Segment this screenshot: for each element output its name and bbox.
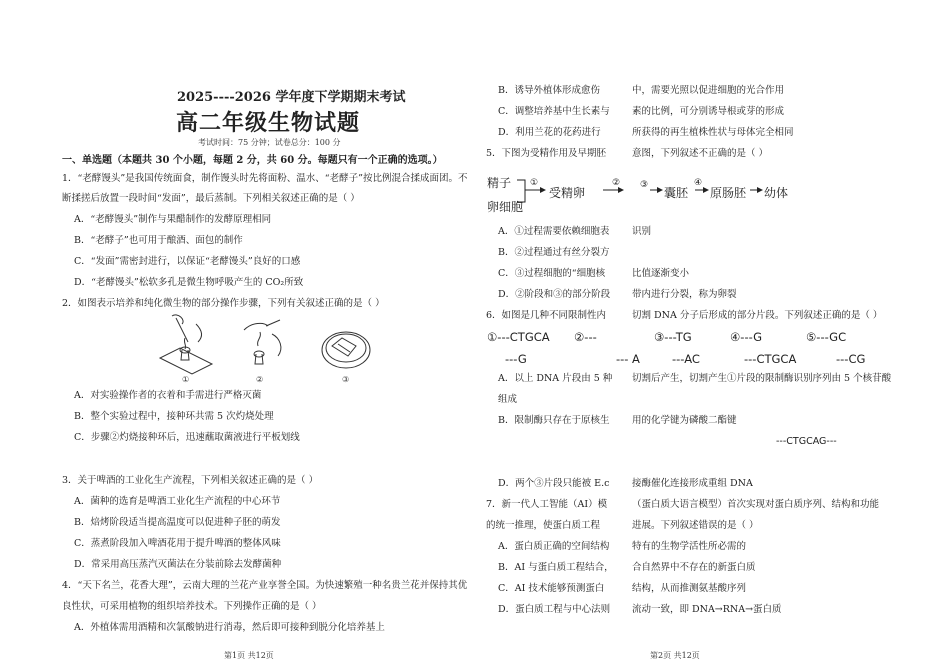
q7-option-b-left: B．AI 与蛋白质工程结合， <box>498 562 614 573</box>
step3-figure <box>322 332 370 368</box>
q3-option-a: A．菌种的选育是啤酒工业化生产流程的中心环节 <box>74 496 281 507</box>
q6-option-d-right: 接酶催化连接形成重组 DNA <box>632 478 753 489</box>
page-1-footer: 第1页 共12页 <box>224 651 274 660</box>
exam-year-title: 2025----2026 学年度下学期期末考试 <box>177 90 406 105</box>
q2-option-a: A．对实验操作者的衣着和手需进行严格灭菌 <box>74 390 262 401</box>
fragment-2-bottom: --- <box>616 352 629 366</box>
step2-figure <box>244 320 281 364</box>
q4-option-c-right: 素的比例，可分别诱导根或芽的形成 <box>632 106 785 117</box>
q2-stem: 2．如图表示培养和纯化微生物的部分操作步骤，下列有关叙述正确的是（ ） <box>62 298 385 309</box>
page-2-footer: 第2页 共12页 <box>650 651 700 660</box>
fragment-3-top: ③---TG <box>654 330 692 344</box>
q7-stem-right: （蛋白质大语言模型）首次实现对蛋白质序列、结构和功能 <box>632 499 880 510</box>
q4-option-d-right: 所获得的再生植株性状与母体完全相同 <box>632 127 794 138</box>
q5-option-a-left: A．①过程需要依赖细胞表 <box>498 226 610 237</box>
diagram-gastrula: 原肠胚 <box>710 186 747 200</box>
q6-option-d-left: D．两个③片段只能被 E.c <box>498 478 610 489</box>
q7-stem2-left: 的统一推理，使蛋白质工程 <box>486 520 601 531</box>
q1-option-c: C．“发面”需密封进行，以保证“老酵馒头”良好的口感 <box>74 256 301 267</box>
section-header: 一、单选题（本题共 30 个小题，每题 2 分，共 60 分。每题只有一个正确的选项。） <box>62 155 443 166</box>
exam-info: 考试时间：75 分钟；试卷总分：100 分 <box>198 138 341 147</box>
fragment-6-bottom: ---CG <box>836 352 866 366</box>
q7-option-c-left: C．AI 技术能够预测蛋白 <box>498 583 605 594</box>
q5-option-d-right: 带内进行分裂，称为卵裂 <box>632 289 737 300</box>
fragment-3-bottom: A <box>632 352 640 366</box>
q2-option-b: B．整个实验过程中，接种环共需 5 次灼烧处理 <box>74 411 274 422</box>
q4-option-b-right: 中，需要光照以促进细胞的光合作用 <box>632 85 785 96</box>
q7-option-c-right: 结构，从而推测氨基酸序列 <box>632 583 747 594</box>
fragment-1-bottom: ---G <box>505 352 527 366</box>
q7-option-a-left: A．蛋白质正确的空间结构 <box>498 541 610 552</box>
q1-option-b: B．“老酵子”也可用于酿酒、面包的制作 <box>74 235 243 246</box>
q5-stem-right: 意图，下列叙述不正确的是（ ） <box>632 148 769 159</box>
q6-sequence-example: ---CTGCAG--- <box>776 436 837 447</box>
label-step-2: ② <box>256 375 264 384</box>
q5-option-c-right: 比值逐渐变小 <box>632 268 690 279</box>
diagram-step-2: ② <box>612 178 621 188</box>
q6-option-a-left: A．以上 DNA 片段由 5 种 <box>498 373 613 384</box>
q5-stem-left: 5．下图为受精作用及早期胚 <box>486 148 607 159</box>
q1-option-d: D．“老酵馒头”松软多孔是微生物呼吸产生的 CO₂所致 <box>74 277 304 288</box>
q7-option-d-left: D．蛋白质工程与中心法则 <box>498 604 611 615</box>
step1-figure <box>160 315 212 374</box>
q3-option-d: D．常采用高压蒸汽灭菌法在分装前除去发酵菌种 <box>74 559 282 570</box>
q7-option-d-right: 流动一致，即 DNA→RNA→蛋白质 <box>632 604 782 615</box>
q7-option-b-right: 合自然界中不存在的新蛋白质 <box>632 562 756 573</box>
label-step-3: ③ <box>342 375 350 384</box>
diagram-step-4: ④ <box>694 178 703 188</box>
q4-option-a: A．外植体需用酒精和次氯酸钠进行消毒，然后即可接种到脱分化培养基上 <box>74 622 385 633</box>
q4-option-b-left: B．诱导外植体形成愈伤 <box>498 85 600 96</box>
lab-procedure-figure <box>152 312 382 384</box>
diagram-step-1: ① <box>530 178 539 188</box>
q7-stem-left: 7．新一代人工智能（AI）模 <box>486 499 608 510</box>
q4-option-c-left: C．调整培养基中生长素与 <box>498 106 610 117</box>
q5-option-a-right: 识别 <box>632 226 652 237</box>
q1-stem-line1: 1．“老酵馒头”是我国传统面食，制作馒头时先将面粉、温水、“老酵子”按比例混合揉成面团。不 <box>62 173 468 184</box>
diagram-egg: 卵细胞 <box>487 200 524 214</box>
fragment-2-top: ②--- <box>574 330 597 344</box>
q6-stem-left: 6．如图是几种不同限制性内 <box>486 310 607 321</box>
q1-option-a: A．“老酵馒头”制作与果醋制作的发酵原理相同 <box>74 214 272 225</box>
exam-main-title: 高二年级生物试题 <box>176 110 361 136</box>
q3-stem: 3．关于啤酒的工业化生产流程，下列相关叙述正确的是（ ） <box>62 475 319 486</box>
q2-option-c: C．步骤②灼烧接种环后，迅速蘸取菌液进行平板划线 <box>74 432 300 443</box>
diagram-step-3: ③ <box>640 180 649 190</box>
label-step-1: ① <box>182 375 190 384</box>
q6-option-b-right: 用的化学键为磷酸二酯键 <box>632 415 737 426</box>
q7-option-a-right: 特有的生物学活性所必需的 <box>632 541 747 552</box>
fragment-4-top: ④---G <box>730 330 763 344</box>
diagram-larva: 幼体 <box>764 186 789 200</box>
q6-stem-right: 切割 DNA 分子后形成的部分片段。下列叙述正确的是（ ） <box>632 310 883 321</box>
q3-option-b: B．焙烤阶段适当提高温度可以促进种子胚的萌发 <box>74 517 281 528</box>
q4-stem-line2: 良性状，可采用植物的组织培养技术。下列操作正确的是（ ） <box>62 601 322 612</box>
fragment-1-top: ①---CTGCA <box>487 330 550 344</box>
q6-option-a-cont: 组成 <box>498 394 518 405</box>
q3-option-c: C．蒸煮阶段加入啤酒花用于提升啤酒的整体风味 <box>74 538 281 549</box>
q5-option-b-left: B．②过程通过有丝分裂方 <box>498 247 610 258</box>
q4-stem-line1: 4．“天下名兰，花香大理”，云南大理的兰花产业享誉全国。为快速繁殖一种名贵兰花并保持其优 <box>62 580 468 591</box>
q6-option-a-right: 切割后产生，切割产生①片段的限制酶识别序列由 5 个核苷酸 <box>632 373 892 384</box>
diagram-blastocyst: 囊胚 <box>664 186 689 200</box>
fragment-4-bottom: ---AC <box>672 352 700 366</box>
fragment-5-top: ⑤---GC <box>806 330 847 344</box>
q7-stem2-right: 进展。下列叙述错误的是（ ） <box>632 520 759 531</box>
fragment-5-bottom: ---CTGCA <box>744 352 797 366</box>
diagram-sperm: 精子 <box>487 176 512 190</box>
q1-stem-line2: 断揉搓后放置一段时间“发面”，最后蒸制。下列相关叙述正确的是（ ） <box>62 193 360 204</box>
q6-option-b-left: B．限制酶只存在于原核生 <box>498 415 610 426</box>
diagram-zygote: 受精卵 <box>549 186 586 200</box>
q5-option-d-left: D．②阶段和③的部分阶段 <box>498 289 611 300</box>
q5-option-c-left: C．③过程细胞的“细胞核 <box>498 268 606 279</box>
q4-option-d-left: D．利用兰花的花药进行 <box>498 127 601 138</box>
